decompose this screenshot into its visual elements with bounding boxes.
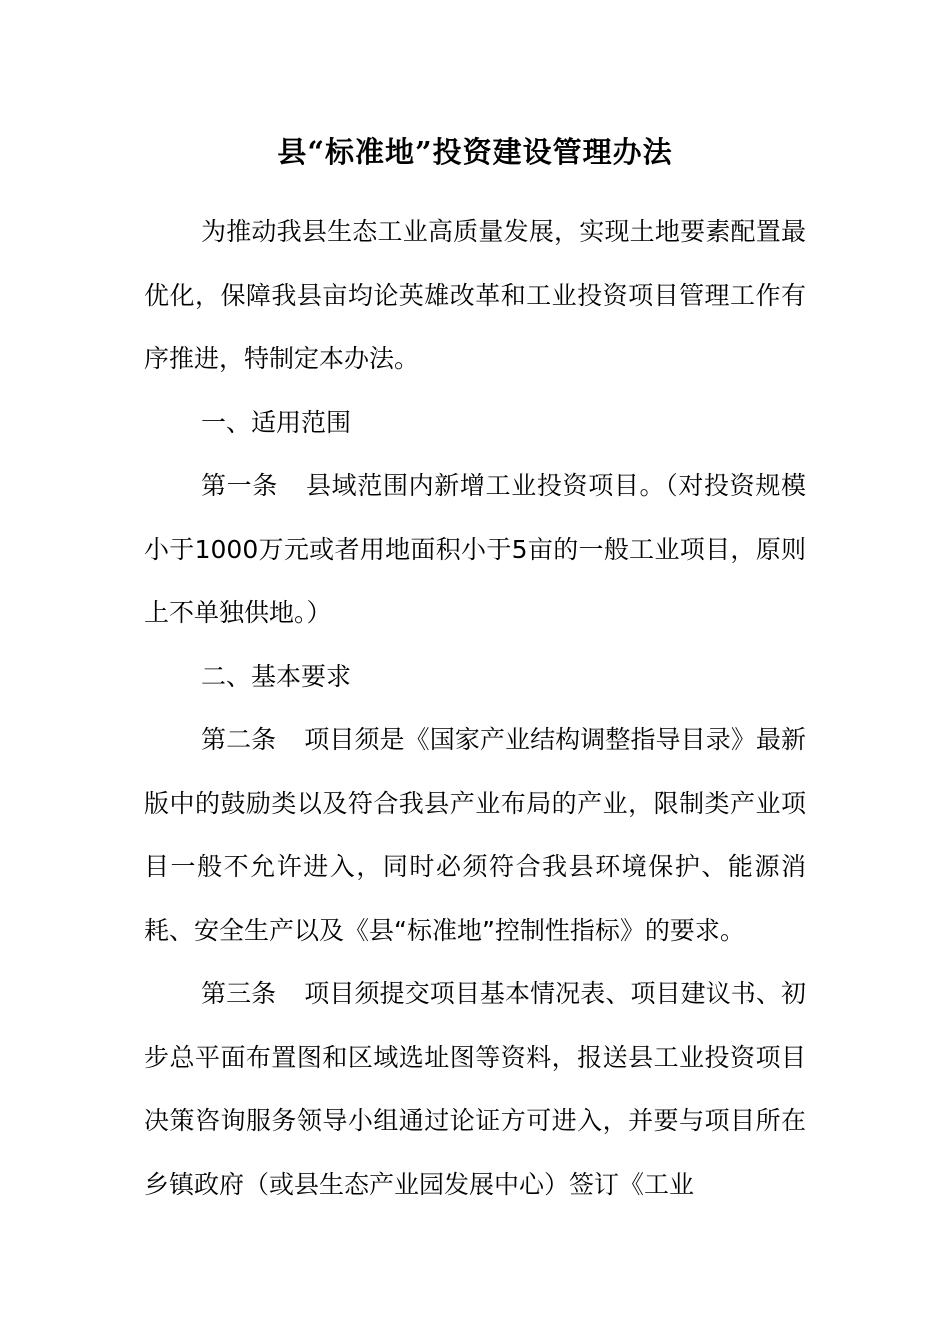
article-text: 项目须是《国家产业结构调整指导目录》最新版中的鼓励类以及符合我县产业布局的产业，限制类产业项目一般不允许进入，同时必须符合我县环境保护、能源消耗、安全生产以及《县“标准地”控制性指标》的要求。: [144, 725, 806, 945]
article-number: 第三条: [201, 979, 277, 1008]
article-text: 项目须提交项目基本情况表、项目建议书、初步总平面布置图和区域选址图等资料，报送县工业投资项目决策咨询服务领导小组通过论证方可进入，并要与项目所在乡镇政府（或县生态产业园发展中心）签订《工业: [144, 979, 806, 1199]
document-body: [144, 200, 806, 1216]
article-text: 县域范围内新增工业投资项目。（对投资规模小于1000万元或者用地面积小于5亩的一般工业项目，原则上不单独供地。）: [144, 471, 806, 627]
section-heading-requirements: 二、基本要求: [201, 661, 352, 691]
article-2: [144, 708, 806, 962]
intro-paragraph: 为推动我县生态工业高质量发展，实现土地要素配置最优化，保障我县亩均论英雄改革和工业投资项目管理工作有序推进，特制定本办法。: [144, 217, 806, 373]
section-heading-scope: 一、适用范围: [201, 407, 352, 437]
document-title: 县“标准地”投资建设管理办法: [277, 135, 673, 169]
article-number: 第二条: [201, 725, 277, 754]
article-1: [144, 454, 806, 645]
article-number: 第一条: [201, 471, 278, 500]
article-3: [144, 962, 806, 1216]
